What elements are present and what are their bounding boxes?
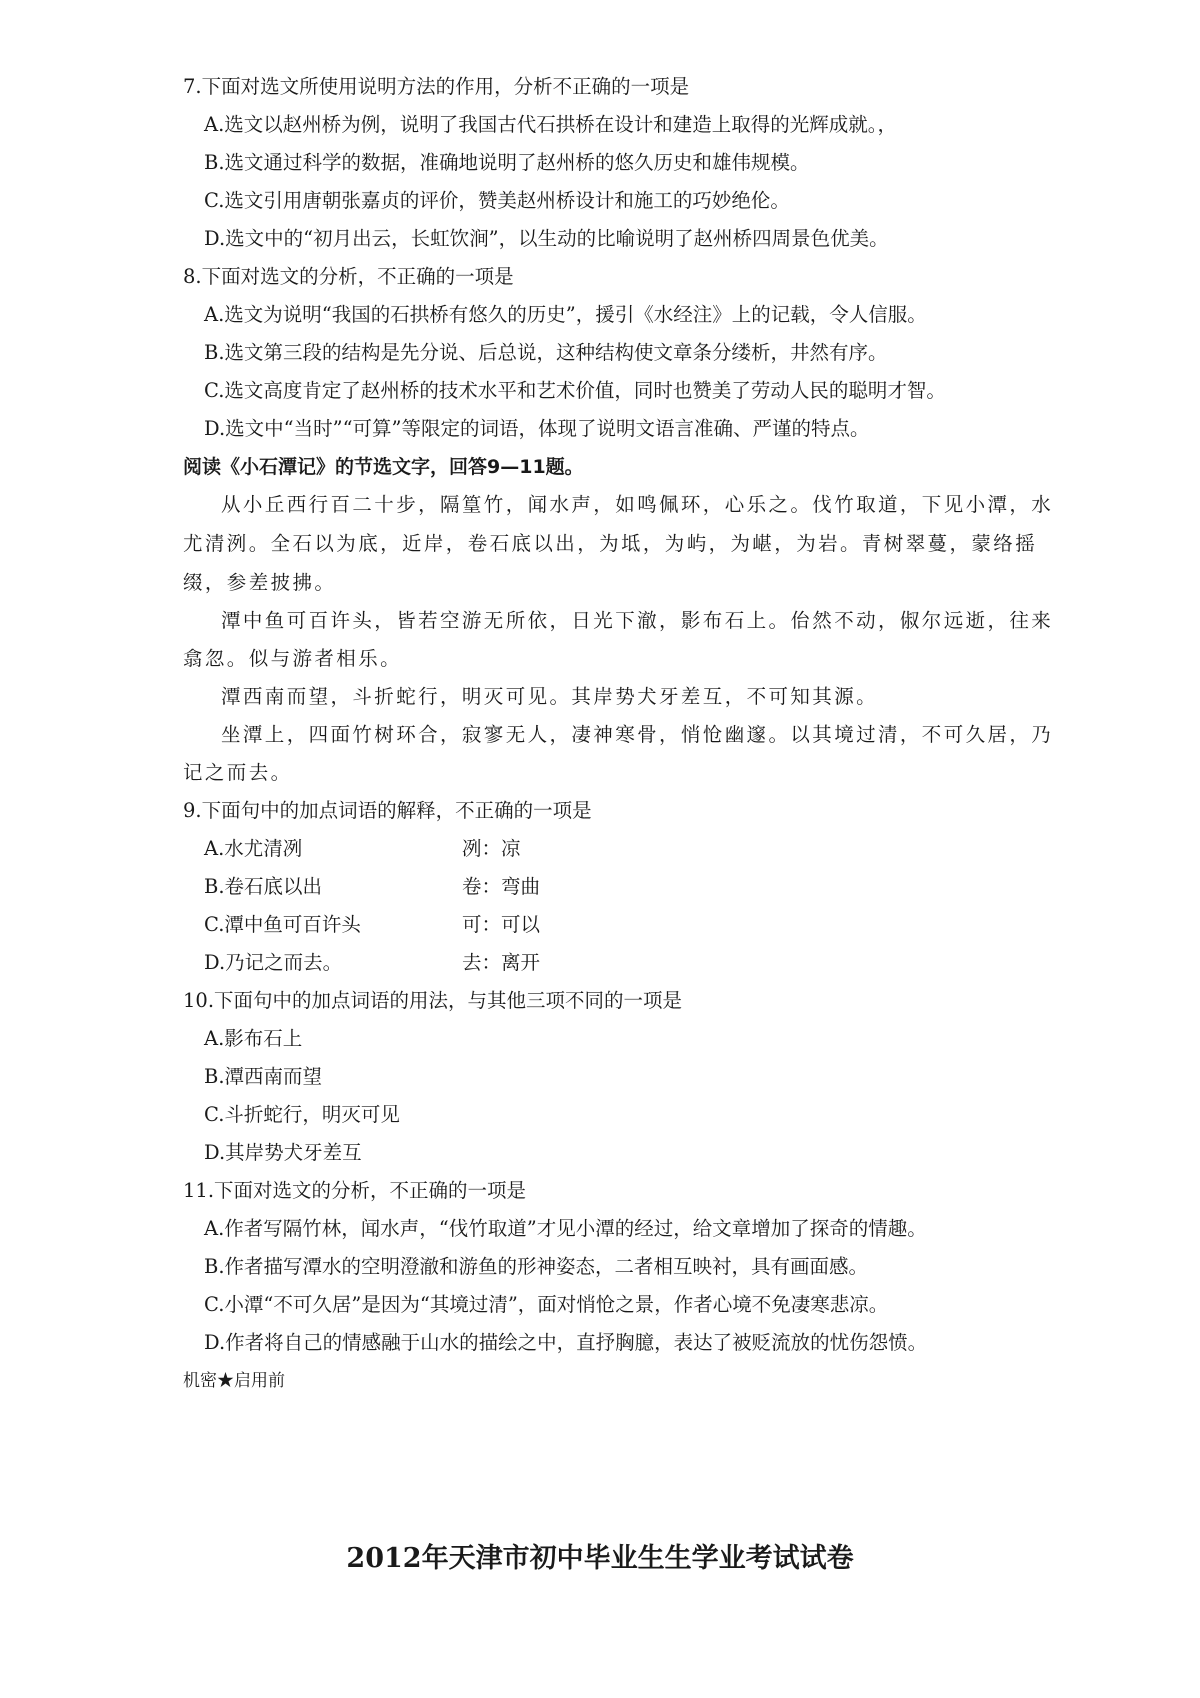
q11-option-d: D.作者将自己的情感融于山水的描绘之中，直抒胸臆，表达了被贬流放的忧伤怨愤。	[204, 1331, 928, 1354]
q10-option-c: C.斗折蛇行，明灭可见	[204, 1103, 400, 1126]
passage-line: 记之而去。	[183, 761, 293, 784]
q8-option-c: C.选文高度肯定了赵州桥的技术水平和艺术价值，同时也赞美了劳动人民的聪明才智。	[204, 379, 946, 402]
q9-option-d-definition: 去：离开	[462, 951, 541, 974]
q10-option-b: B.潭西南而望	[204, 1065, 323, 1088]
q8-option-a: A.选文为说明“我国的石拱桥有悠久的历史”，援引《水经注》上的记载，令人信服。	[204, 303, 927, 326]
q11-option-b: B.作者描写潭水的空明澄澈和游鱼的形神姿态，二者相互映衬，具有画面感。	[204, 1255, 869, 1278]
q9-option-b: B.卷石底以出	[204, 875, 323, 898]
passage-line: 缀，参差披拂。	[183, 571, 337, 594]
q8-option-b: B.选文第三段的结构是先分说、后总说，这种结构使文章条分缕析，井然有序。	[204, 341, 888, 364]
q11-option-a: A.作者写隔竹林，闻水声，“伐竹取道”才见小潭的经过，给文章增加了探奇的情趣。	[204, 1217, 927, 1240]
q7-option-b: B.选文通过科学的数据，准确地说明了赵州桥的悠久历史和雄伟规模。	[204, 151, 810, 174]
reading-heading: 阅读《小石潭记》的节选文字，回答9—11题。	[183, 456, 584, 478]
passage-line: 潭中鱼可百许头，皆若空游无所依，日光下澈，影布石上。佁然不动，俶尔远逝，往来	[221, 609, 1054, 632]
q9-stem: 9.下面句中的加点词语的解释，不正确的一项是	[183, 799, 592, 822]
q10-stem: 10.下面句中的加点词语的用法，与其他三项不同的一项是	[183, 989, 683, 1012]
exam-title: 2012年天津市初中毕业生生学业考试试卷	[346, 1543, 854, 1574]
q11-stem: 11.下面对选文的分析，不正确的一项是	[183, 1179, 527, 1202]
passage-line: 翕忽。似与游者相乐。	[183, 647, 403, 670]
q9-option-b-definition: 卷：弯曲	[462, 875, 541, 898]
q7-option-a: A.选文以赵州桥为例，说明了我国古代石拱桥在设计和建造上取得的光辉成就。，	[204, 113, 898, 136]
q9-option-c-definition: 可：可以	[462, 913, 541, 936]
passage-line: 尤清洌。全石以为底，近岸，卷石底以出，为坻，为屿，为嵁，为岩。青树翠蔓，蒙络摇	[183, 532, 1038, 555]
q10-option-a: A.影布石上	[204, 1027, 303, 1050]
passage-line: 潭西南而望，斗折蛇行，明灭可见。其岸势犬牙差互，不可知其源。	[221, 685, 879, 708]
q7-option-c: C.选文引用唐朝张嘉贞的评价，赞美赵州桥设计和施工的巧妙绝伦。	[204, 189, 790, 212]
q11-option-c: C.小潭“不可久居”是因为“其境过清”，面对悄怆之景，作者心境不免凄寒悲凉。	[204, 1293, 889, 1316]
secret-label: 机密★启用前	[183, 1371, 285, 1391]
q8-option-d: D.选文中“当时”“可算”等限定的词语，体现了说明文语言准确、严谨的特点。	[204, 417, 870, 440]
q8-stem: 8.下面对选文的分析，不正确的一项是	[183, 265, 514, 288]
q9-option-a: A.水尤清冽	[204, 837, 303, 860]
q7-stem: 7.下面对选文所使用说明方法的作用，分析不正确的一项是	[183, 75, 690, 98]
q9-option-c: C.潭中鱼可百许头	[204, 913, 361, 936]
q9-option-a-definition: 冽：凉	[462, 837, 521, 860]
q10-option-d: D.其岸势犬牙差互	[204, 1141, 362, 1164]
passage-line: 坐潭上，四面竹树环合，寂寥无人，凄神寒骨，悄怆幽邃。以其境过清，不可久居，乃	[221, 723, 1054, 746]
passage-line: 从小丘西行百二十步，隔篁竹，闻水声，如鸣佩环，心乐之。伐竹取道，下见小潭，水	[221, 493, 1054, 516]
q9-option-d: D.乃记之而去。	[204, 951, 343, 974]
q7-option-d: D.选文中的“初月出云，长虹饮涧”，以生动的比喻说明了赵州桥四周景色优美。	[204, 227, 889, 250]
